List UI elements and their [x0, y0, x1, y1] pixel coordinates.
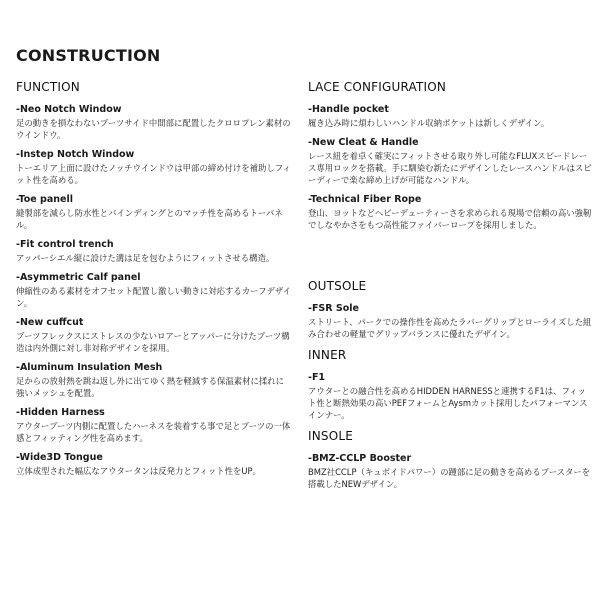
- feature-item: [16, 452, 292, 477]
- feature-item: [16, 272, 292, 309]
- feature-description: BMZ社CCLP（キュボイドパワー）の踵部に足の動きを高めるブースターを搭載したNEWデザイン。: [308, 467, 591, 489]
- feature-item: [308, 453, 592, 490]
- page-title: CONSTRUCTION: [16, 46, 161, 65]
- feature-description: ストリート、パークでの操作性を高めたラバーグリップとローライズした組み合わせの軽量でグリップバランスに優れたデザイン。: [308, 317, 592, 339]
- feature-description: トーエリア上面に設けたノッチウインドウは甲部の締め付けを補助しフィット性を高める。: [16, 163, 291, 185]
- function-heading: FUNCTION: [16, 80, 80, 94]
- feature-description: 足の動きを損なわないブーツサイド中間部に配置したクロロプレン素材のウインドウ。: [16, 118, 291, 140]
- feature-name: -Toe panell: [16, 194, 73, 205]
- feature-item: [16, 194, 292, 231]
- feature-item: [308, 372, 592, 421]
- feature-description: 足からの放射熱を跳ね返し外に出てゆく熱を軽減する保温素材に揉れに強いメッシュを配置。: [16, 376, 284, 398]
- feature-description: アウターとの融合性を高めるHIDDEN HARNESSと連携するF1は、フィット性と断熱効果の高いPEFフォームとAysmカット採用したパフォーマンスインナー。: [308, 386, 588, 420]
- feature-item: [16, 239, 292, 264]
- feature-item: [16, 362, 292, 399]
- feature-description: 伸縮性のある素材をオフセット配置し激しい動きに対応するカーフデザイン。: [16, 286, 292, 308]
- feature-name: -Hidden Harness: [16, 407, 105, 418]
- feature-item: [308, 104, 592, 129]
- right-column: [308, 80, 592, 498]
- feature-item: [16, 104, 292, 141]
- feature-name: -FSR Sole: [308, 303, 359, 314]
- feature-name: -Aluminum Insulation Mesh: [16, 362, 163, 373]
- feature-name: -New Cleat & Handle: [308, 137, 419, 148]
- feature-description: レース紐を着卓く確実にフィットさせる取り外し可能なFLUXスピードレース専用ロックを搭載。手に馴染む新たにデザインしたレースハンドルはスピーディーで楽な締め上げが可能なハンドル。: [308, 151, 592, 185]
- feature-item: [16, 149, 292, 186]
- feature-name: -Technical Fiber Rope: [308, 194, 422, 205]
- feature-name: -New cuffcut: [16, 317, 84, 328]
- feature-name: -F1: [308, 372, 326, 383]
- lace-list: [308, 104, 592, 231]
- feature-item: [16, 317, 292, 354]
- feature-description: アッパーシエル縦に設けた溝は足を包むようにフィットさせる構造。: [16, 253, 275, 263]
- feature-item: [308, 137, 592, 186]
- inner-list: [308, 372, 592, 421]
- feature-item: [308, 194, 592, 231]
- feature-name: -Fit control trench: [16, 239, 114, 250]
- feature-description: 登山、ヨットなどヘビーデューティーさを求められる現場で信頼の高い強靭でしなやかさをもつ高性能ファイバーロープを採用しました。: [308, 208, 592, 230]
- feature-name: -Asymmetric Calf panel: [16, 272, 141, 283]
- insole-list: [308, 453, 592, 490]
- feature-name: -Wide3D Tongue: [16, 452, 103, 463]
- lace-heading: LACE CONFIGURATION: [308, 80, 447, 94]
- feature-name: -Neo Notch Window: [16, 104, 122, 115]
- feature-item: [308, 303, 592, 340]
- insole-heading: INSOLE: [308, 429, 354, 443]
- feature-name: -BMZ-CCLP Booster: [308, 453, 412, 464]
- feature-description: ブーツフレックスにストレスの少ないロアーとアッパーに分けたブーツ構造は内外側に対し非対称デザインを採用。: [16, 331, 290, 353]
- feature-description: 立体成型された幅広なアウタータンは反発力とフィット性をUP。: [16, 466, 261, 476]
- outsole-list: [308, 303, 592, 340]
- feature-name: -Handle pocket: [308, 104, 389, 115]
- outsole-heading: OUTSOLE: [308, 279, 367, 293]
- function-column: [16, 80, 292, 485]
- inner-heading: INNER: [308, 348, 347, 362]
- function-list: [16, 104, 292, 477]
- feature-name: -Instep Notch Window: [16, 149, 135, 160]
- feature-description: アウターブーツ内側に配置したハーネスを装着する事で足とブーツの一体感とフィッティング性を高めます。: [16, 421, 291, 443]
- feature-description: 縫製部を減らし防水性とバインディングとのマッチ性を高めるトーパネル。: [16, 208, 283, 230]
- feature-description: 履き込み時に煩わしいハンドル収納ポケットは新しくデザイン。: [308, 118, 550, 128]
- feature-item: [16, 407, 292, 444]
